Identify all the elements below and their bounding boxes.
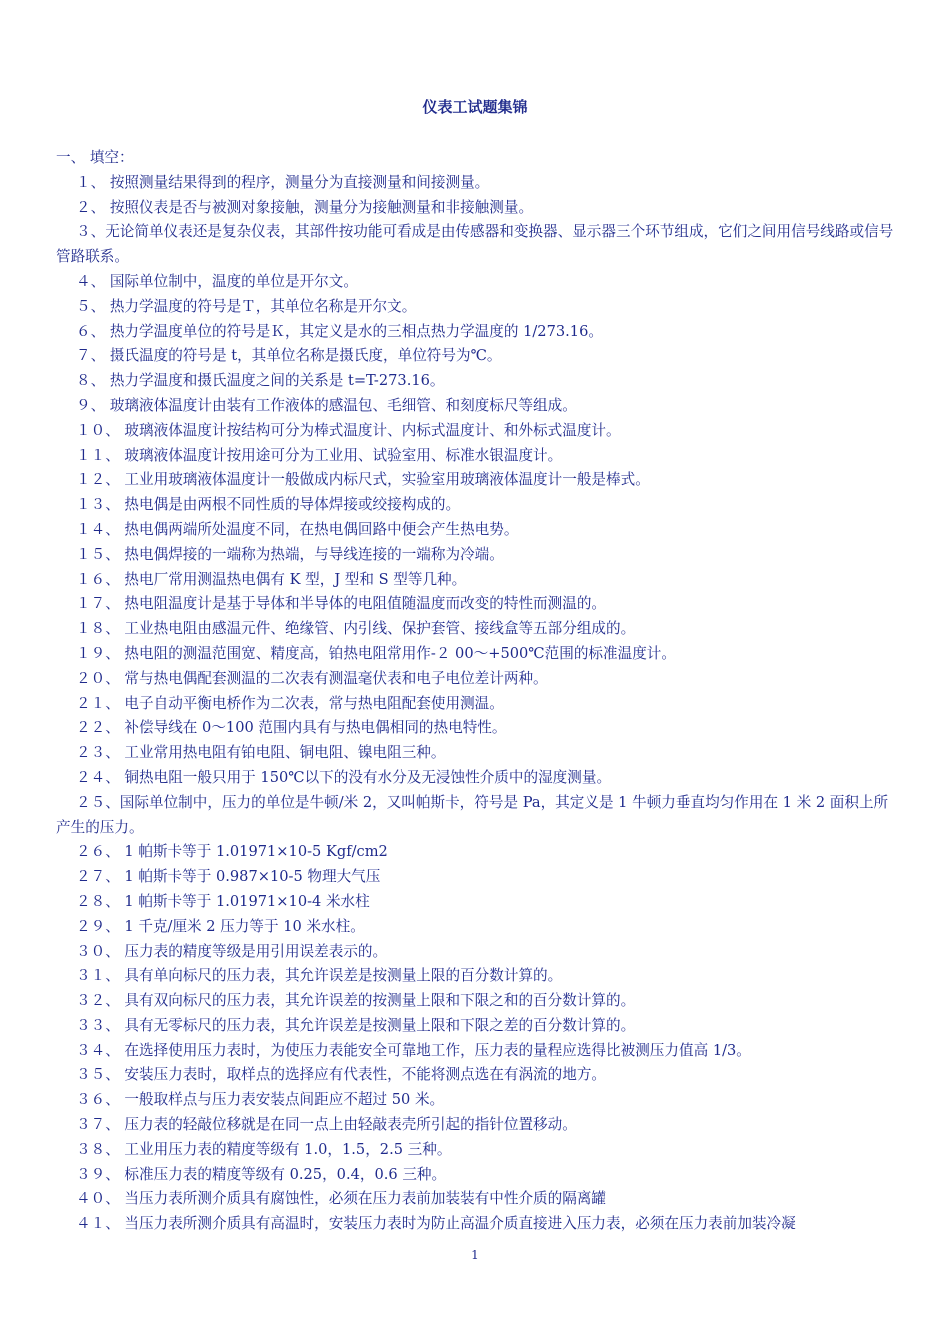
question-item: ９、 玻璃液体温度计由装有工作液体的感温包、毛细管、和刻度标尺等组成。 xyxy=(76,396,577,414)
question-item: ３８、 工业用压力表的精度等级有 1.0，1.5，2.5 三种。 xyxy=(76,1140,452,1158)
section-heading: 一、 填空： xyxy=(56,149,134,166)
question-item: ２８、 1 帕斯卡等于 1.01971×10-4 米水柱 xyxy=(76,892,370,910)
question-item: ２、 按照仪表是否与被测对象接触，测量分为接触测量和非接触测量。 xyxy=(76,198,534,216)
question-item: ２０、 常与热电偶配套测温的二次表有测温毫伏表和电子电位差计两种。 xyxy=(76,669,548,687)
question-item: ３１、 具有单向标尺的压力表，其允许误差是按测量上限的百分数计算的。 xyxy=(76,967,563,985)
question-item: １０、 玻璃液体温度计按结构可分为棒式温度计、内标式温度计、和外标式温度计。 xyxy=(76,421,621,439)
question-item: ３９、 标准压力表的精度等级有 0.25，0.4，0.6 三种。 xyxy=(76,1165,447,1183)
question-item: １７、 热电阻温度计是基于导体和半导体的电阻值随温度而改变的特性而测温的。 xyxy=(76,595,607,613)
question-item: ６、 热力学温度单位的符号是Ｋ，其定义是水的三相点热力学温度的 1/273.16。 xyxy=(76,322,603,340)
question-item: １１、 玻璃液体温度计按用途可分为工业用、试验室用、标准水银温度计。 xyxy=(76,446,563,464)
question-item: １３、 热电偶是由两根不同性质的导体焊接或绞接构成的。 xyxy=(76,496,461,514)
question-item: ８、 热力学温度和摄氏温度之间的关系是 t=T-273.16。 xyxy=(76,372,445,390)
question-item: ２４、 铜热电阻一般只用于 150℃以下的没有水分及无浸蚀性介质中的湿度测量。 xyxy=(76,768,612,786)
question-item: ２６、 1 帕斯卡等于 1.01971×10-5 Kgf/cm2 xyxy=(76,843,388,861)
question-item: ２２、 补偿导线在 0～100 范围内具有与热电偶相同的热电特性。 xyxy=(76,719,507,737)
question-item: １２、 工业用玻璃液体温度计一般做成内标尺式，实验室用玻璃液体温度计一般是棒式。 xyxy=(76,471,650,489)
question-item: ４、 国际单位制中，温度的单位是开尔文。 xyxy=(76,272,358,290)
question-item: ２１、 电子自动平衡电桥作为二次表，常与热电阻配套使用测温。 xyxy=(76,694,504,712)
question-item: ３３、 具有无零标尺的压力表，其允许误差是按测量上限和下限之差的百分数计算的。 xyxy=(76,1016,636,1034)
question-item: ２７、 1 帕斯卡等于 0.987×10-5 物理大气压 xyxy=(76,868,381,886)
question-item: ２３、 工业常用热电阻有铂电阻、铜电阻、镍电阻三种。 xyxy=(76,744,446,762)
question-item: ３５、 安装压力表时，取样点的选择应有代表性，不能将测点选在有涡流的地方。 xyxy=(76,1066,607,1084)
question-item: ５、 热力学温度的符号是Ｔ，其单位名称是开尔文。 xyxy=(76,297,417,315)
question-item: ３４、 在选择使用压力表时，为使压力表能安全可靠地工作，压力表的量程应选得比被测压力值高 1/3。 xyxy=(76,1041,751,1059)
page-number: 1 xyxy=(471,1248,479,1262)
question-item: ４１、 当压力表所测介质具有高温时，安装压力表时为防止高温介质直接进入压力表，必须在压力表前加装冷凝 xyxy=(76,1215,796,1233)
question-item: ３２、 具有双向标尺的压力表，其允许误差的按测量上限和下限之和的百分数计算的。 xyxy=(76,992,636,1010)
question-item: １４、 热电偶两端所处温度不同，在热电偶回路中便会产生热电势。 xyxy=(76,520,519,538)
question-item: ３７、 压力表的轻敲位移就是在同一点上由轻敲表壳所引起的指针位置移动。 xyxy=(76,1116,577,1134)
question-item: ２９、 1 千克/厘米 2 压力等于 10 米水柱。 xyxy=(76,917,365,935)
question-item: ４０、 当压力表所测介质具有腐蚀性，必须在压力表前加装装有中性介质的隔离罐 xyxy=(76,1190,607,1208)
question-item: ３、无论简单仪表还是复杂仪表，其部件按功能可看成是由传感器和变换器、显示器三个环节组成，它们之间用信号线路或信号管路联系。 xyxy=(56,223,894,266)
page-title: 仪表工试题集锦 xyxy=(422,98,528,116)
question-item: ３６、 一般取样点与压力表安装点间距应不超过 50 米。 xyxy=(76,1091,445,1109)
question-item: ２５、国际单位制中，压力的单位是牛顿/米 2，又叫帕斯卡，符号是 Pa，其定义是 1 牛顿力垂直均匀作用在 1 米 2 面积上所产生的压力。 xyxy=(56,793,889,836)
question-item: ３０、 压力表的精度等级是用引用误差表示的。 xyxy=(76,942,388,960)
question-list xyxy=(56,171,896,1237)
question-item: １、 按照测量结果得到的程序，测量分为直接测量和间接测量。 xyxy=(76,173,490,191)
question-item: １５、 热电偶焊接的一端称为热端，与导线连接的一端称为冷端。 xyxy=(76,545,504,563)
question-item: １８、 工业热电阻由感温元件、绝缘管、内引线、保护套管、接线盒等五部分组成的。 xyxy=(76,620,636,638)
question-item: ７、 摄氏温度的符号是 t，其单位名称是摄氏度，单位符号为℃。 xyxy=(76,347,502,365)
question-item: １６、 热电厂常用测温热电偶有 K 型，J 型和 S 型等几种。 xyxy=(76,570,467,588)
question-item: １９、 热电阻的测温范围宽、精度高，铂热电阻常用作-２ 00～+500℃范围的标准温度计。 xyxy=(76,644,676,662)
document-body xyxy=(56,146,896,1237)
